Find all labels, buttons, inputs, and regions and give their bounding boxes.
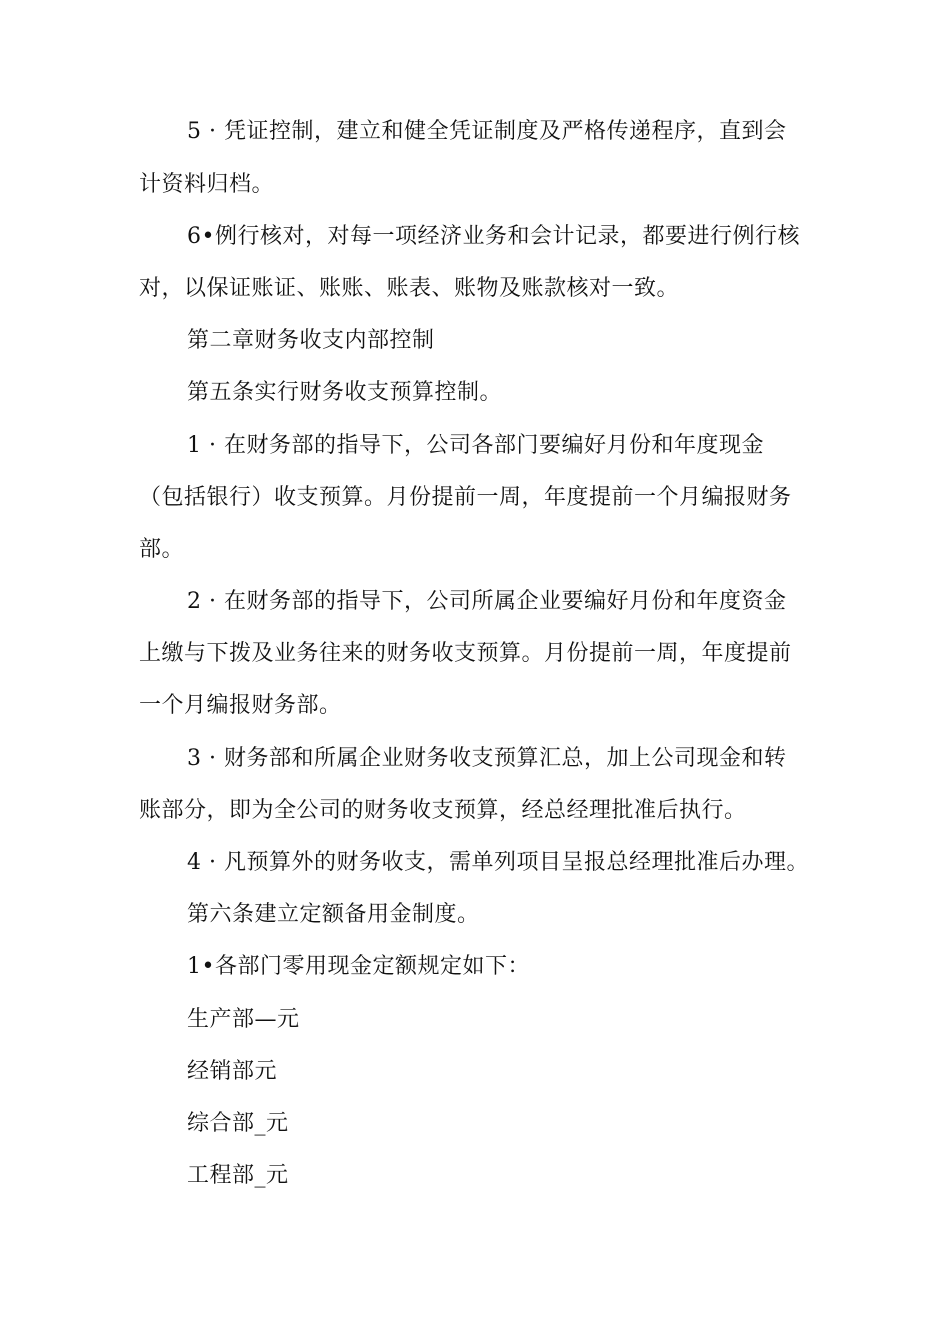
paragraph-line: 对，以保证账证、账账、账表、账物及账款核对一致。: [139, 276, 680, 301]
paragraph-line: （包括银行）收支预算。月份提前一周，年度提前一个月编报财务: [139, 485, 792, 510]
article-heading: 第六条建立定额备用金制度。: [187, 902, 480, 927]
paragraph-line: 部。: [139, 537, 185, 562]
paragraph-line: 4 · 凡预算外的财务收支，需单列项目呈报总经理批准后办理。: [187, 850, 809, 875]
paragraph-line: 6•例行核对，对每一项经济业务和会计记录，都要进行例行核: [187, 224, 800, 249]
paragraph-line: 1 · 在财务部的指导下，公司各部门要编好月份和年度现金: [187, 433, 764, 458]
paragraph-line: 2 · 在财务部的指导下，公司所属企业要编好月份和年度资金: [187, 589, 787, 614]
paragraph-line: 一个月编报财务部。: [139, 693, 342, 718]
paragraph-line: 1•各部门零用现金定额规定如下：: [187, 954, 530, 979]
article-heading: 第五条实行财务收支预算控制。: [187, 380, 503, 405]
chapter-heading: 第二章财务收支内部控制: [187, 328, 435, 353]
paragraph-line: 3 · 财务部和所属企业财务收支预算汇总，加上公司现金和转: [187, 746, 787, 771]
paragraph-line: 账部分，即为全公司的财务收支预算，经总经理批准后执行。: [139, 798, 747, 823]
list-item: 生产部—元: [187, 1007, 300, 1032]
list-item: 经销部元: [187, 1059, 278, 1084]
list-item: 工程部_元: [187, 1163, 289, 1188]
paragraph-line: 上缴与下拨及业务往来的财务收支预算。月份提前一周，年度提前: [139, 641, 792, 666]
paragraph-line: 计资料归档。: [139, 172, 275, 197]
paragraph-line: 5 · 凭证控制，建立和健全凭证制度及严格传递程序，直到会: [187, 119, 787, 144]
list-item: 综合部_元: [187, 1111, 289, 1136]
